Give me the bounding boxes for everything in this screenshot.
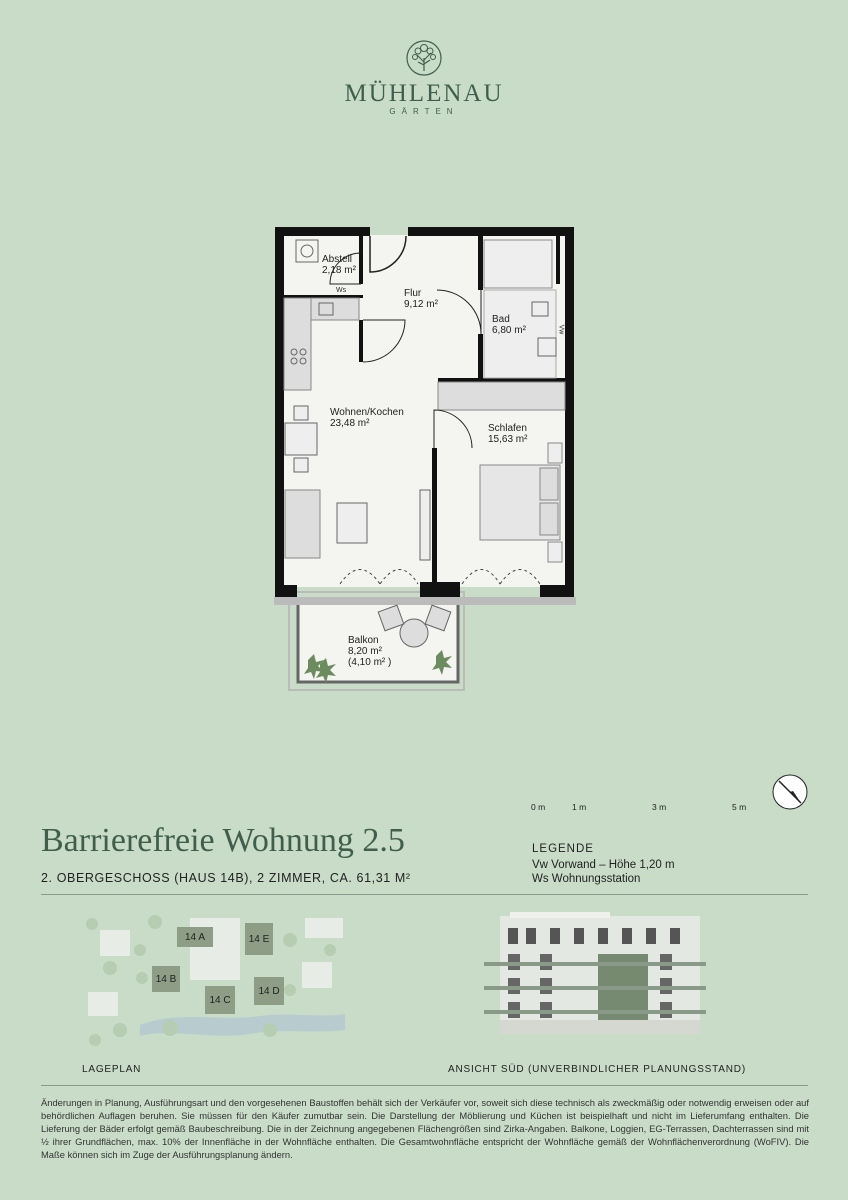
legend-title: LEGENDE [532,843,594,855]
wall-top-right [408,227,574,236]
wall-right-inner [556,236,560,284]
dining-table [285,423,317,455]
page-title: Barrierefreie Wohnung 2.5 [41,822,405,859]
wall-schlafen-left [432,448,437,583]
building-14b: 14 B [152,966,180,992]
wardrobe [438,382,565,410]
vw-mark: Vw [557,324,565,335]
elevation-label: ANSICHT SÜD (UNVERBINDLICHER PLANUNGSSTAND) [448,1064,746,1075]
site-plan [80,910,350,1060]
room-label-abstell: Abstell 2,18 m² [322,254,356,276]
scale-label: 5 m [732,802,747,812]
chair [294,458,308,472]
wall-top-left [275,227,370,236]
balcony-slab [274,597,576,605]
wall-bottom-mid [420,582,460,597]
wall-bad-mid [478,334,483,380]
scale-label: 3 m [652,802,667,812]
legend-item: Ws Wohnungsstation [532,873,641,885]
building-14c: 14 C [205,986,235,1014]
wall-left [275,227,284,597]
building-14a: 14 A [177,927,213,947]
wall-abstell-right [359,236,363,284]
building-14d: 14 D [254,977,284,1005]
kitchen-counter [284,298,311,390]
wall-flur-left [359,320,363,362]
room-label-wohnen: Wohnen/Kochen 23,48 m² [330,407,404,429]
site-plan-label: LAGEPLAN [82,1064,142,1075]
scale-label: 0 m [531,802,546,812]
room-label-balkon: Balkon 8,20 m² (4,10 m² ) [348,635,392,668]
scale-label: 1 m [572,802,587,812]
divider-top [41,894,808,895]
wall-bottom-right [540,585,574,597]
legend-item: Vw Vorwand – Höhe 1,20 m [532,859,675,871]
room-label-schlafen: Schlafen 15,63 m² [488,423,528,445]
sofa [285,490,320,558]
bathtub-shower [484,240,552,288]
building-14e: 14 E [245,923,273,955]
disclaimer-text: Änderungen in Planung, Ausführungsart und den vorgesehenen Baustoffen behält sich der Verkäufer vor, soweit sich diese technisch als zweckmäßig oder notwendig erweisen oder auf behördlichen Auflagen beruhen. Sie müssen für den Käufer zumutbar sein. Die Darstellung der Möblierung und Küchen ist beispielhaft und nicht im Lieferumfang enthalten. Die Lieferung der Bäder erfolgt gemäß Baubeschreibung. Die in der Zeichnung angegebenen Flächengrößen sind Zirka-Angaben. Balkone, Loggien, EG-Terrassen, Dachterrassen sind mit ½ ihrer Grundflächen, max. 10% der Innenfläche in der Wohnfläche enthalten. Die Gesamtwohnfläche entspricht der Wohnfläche gemäß der Wohnflächenverordnung (WoFIV). Die Maße können sich im Zuge der Ausführungsplanung ändern. [41,1097,809,1160]
balcony-table [400,619,428,647]
wall-right [565,227,574,597]
wall-bad-bottom [438,378,566,382]
page-subtitle: 2. OBERGESCHOSS (HAUS 14B), 2 ZIMMER, CA. 61,31 M² [41,871,411,885]
room-label-flur: Flur 9,12 m² [404,288,438,310]
ws-mark: Ws [336,287,347,294]
legend [532,842,675,886]
coffee-table [337,503,367,543]
room-label-bad: Bad 6,80 m² [492,314,526,336]
wall-bottom-left [275,585,297,597]
tv-board [420,490,430,560]
divider-bottom [41,1085,808,1086]
south-elevation [480,912,710,1042]
kitchen-counter-top [311,298,359,320]
brand-name: MÜHLENAU [344,80,504,107]
site-plan-drawing [80,910,350,1060]
brand-subtitle: GÄRTEN [389,107,459,116]
wall-bad-left [478,236,483,290]
north-arrow-icon [771,773,809,811]
chair [294,406,308,420]
